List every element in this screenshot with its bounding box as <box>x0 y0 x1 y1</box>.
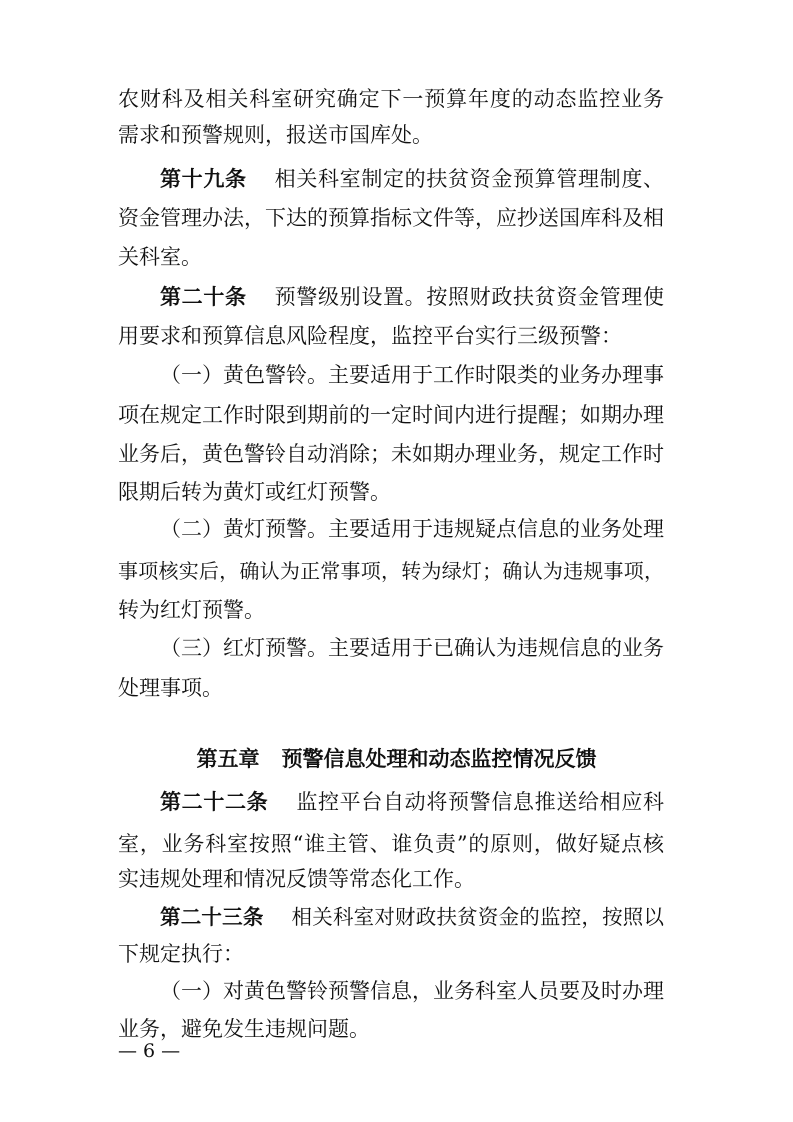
text-line: 业务，避免发生违规问题。 <box>118 1017 370 1041</box>
text-line: 转为红灯预警。 <box>118 598 265 622</box>
text-line: 需求和预警规则，报送市国库处。 <box>118 123 433 147</box>
text-line: 事项核实后，确认为正常事项，转为绿灯；确认为违规事项， <box>118 559 664 583</box>
text-line: 处理事项。 <box>118 676 223 700</box>
article-23: 第二十三条 相关科室对财政扶贫资金的监控，按照以 <box>160 905 665 929</box>
text-line: 实违规处理和情况反馈等常态化工作。 <box>118 867 475 891</box>
item-yellow-light: （二）黄灯预警。主要适用于违规疑点信息的业务处理 <box>160 517 664 541</box>
text-line: 室，业务科室按照“谁主管、谁负责”的原则，做好疑点核 <box>118 832 664 856</box>
article-20: 第二十条 预警级别设置。按照财政扶贫资金管理使 <box>160 284 665 309</box>
article-22: 第二十二条 监控平台自动将预警信息推送给相应科 <box>160 789 665 814</box>
chapter-number: 第五章 <box>196 746 260 771</box>
text-line: 项在规定工作时限到期前的一定时间内进行提醒；如期办理 <box>118 403 664 427</box>
item-yellow-bell: （一）黄色警铃。主要适用于工作时限类的业务办理事 <box>160 363 664 387</box>
item-red-light: （三）红灯预警。主要适用于已确认为违规信息的业务 <box>160 636 664 660</box>
article-19: 第十九条 相关科室制定的扶贫资金预算管理制度、 <box>160 166 665 191</box>
text-line: 关科室。 <box>118 245 202 269</box>
page-number: — 6 — <box>118 1040 181 1062</box>
item-yellow-bell-handling: （一）对黄色警铃预警信息，业务科室人员要及时办理 <box>160 979 664 1003</box>
chapter-heading <box>0 744 793 774</box>
text-line: 农财科及相关科室研究确定下一预算年度的动态监控业务 <box>118 87 664 111</box>
article-number: 第二十三条 <box>160 905 264 929</box>
text-line: 资金管理办法，下达的预算指标文件等，应抄送国库科及相 <box>118 206 664 230</box>
text-line: 限期后转为黄灯或红灯预警。 <box>118 480 391 504</box>
text-line: 下规定执行： <box>118 942 244 966</box>
chapter-title: 预警信息处理和动态监控情况反馈 <box>281 746 597 771</box>
text-line: 业务后，黄色警铃自动消除；未如期办理业务，规定工作时 <box>118 442 664 466</box>
article-number: 第二十条 <box>160 284 247 309</box>
article-number: 第十九条 <box>160 166 247 191</box>
text-line: 用要求和预算信息风险程度，监控平台实行三级预警： <box>118 324 622 348</box>
article-number: 第二十二条 <box>160 789 269 814</box>
